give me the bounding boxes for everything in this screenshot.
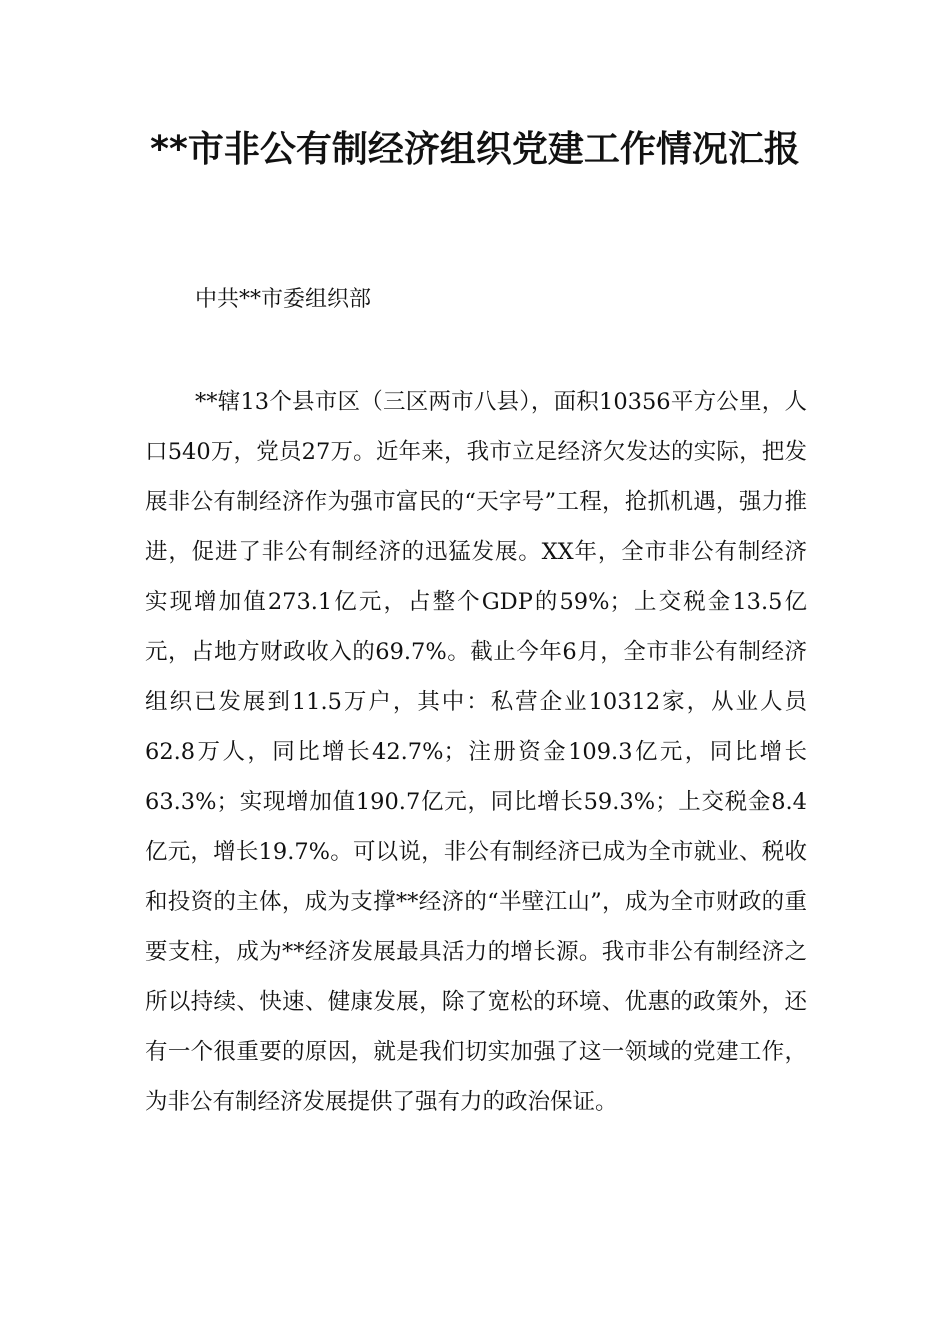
body-paragraph: **辖13个县市区（三区两市八县），面积10356平方公里，人口540万，党员27万。近年来，我市立足经济欠发达的实际，把发展非公有制经济作为强市富民的“天字号”工程，抢抓机遇，强力推进，促进了非公有制经济的迅猛发展。XX年，全市非公有制经济实现增加值273.1亿元，占整个GDP的59%；上交税金13.5亿元，占地方财政收入的69.7%。截止今年6月，全市非公有制经济组织已发展到11.5万户，其中：私营企业10312家，从业人员62.8万人，同比增长42.7%；注册资金109.3亿元，同比增长63.3%；实现增加值190.7亿元，同比增长59.3%；上交税金8.4亿元，增长19.7%。可以说，非公有制经济已成为全市就业、税收和投资的主体，成为支撑**经济的“半壁江山”，成为全市财政的重要支柱，成为**经济发展最具活力的增长源。我市非公有制经济之所以持续、快速、健康发展，除了宽松的环境、优惠的政策外，还有一个很重要的原因，就是我们切实加强了这一领域的党建工作，为非公有制经济发展提供了强有力的政治保证。: [145, 389, 807, 1115]
document-title: **市非公有制经济组织党建工作情况汇报: [150, 129, 800, 170]
document-author: 中共**市委组织部: [195, 287, 372, 312]
